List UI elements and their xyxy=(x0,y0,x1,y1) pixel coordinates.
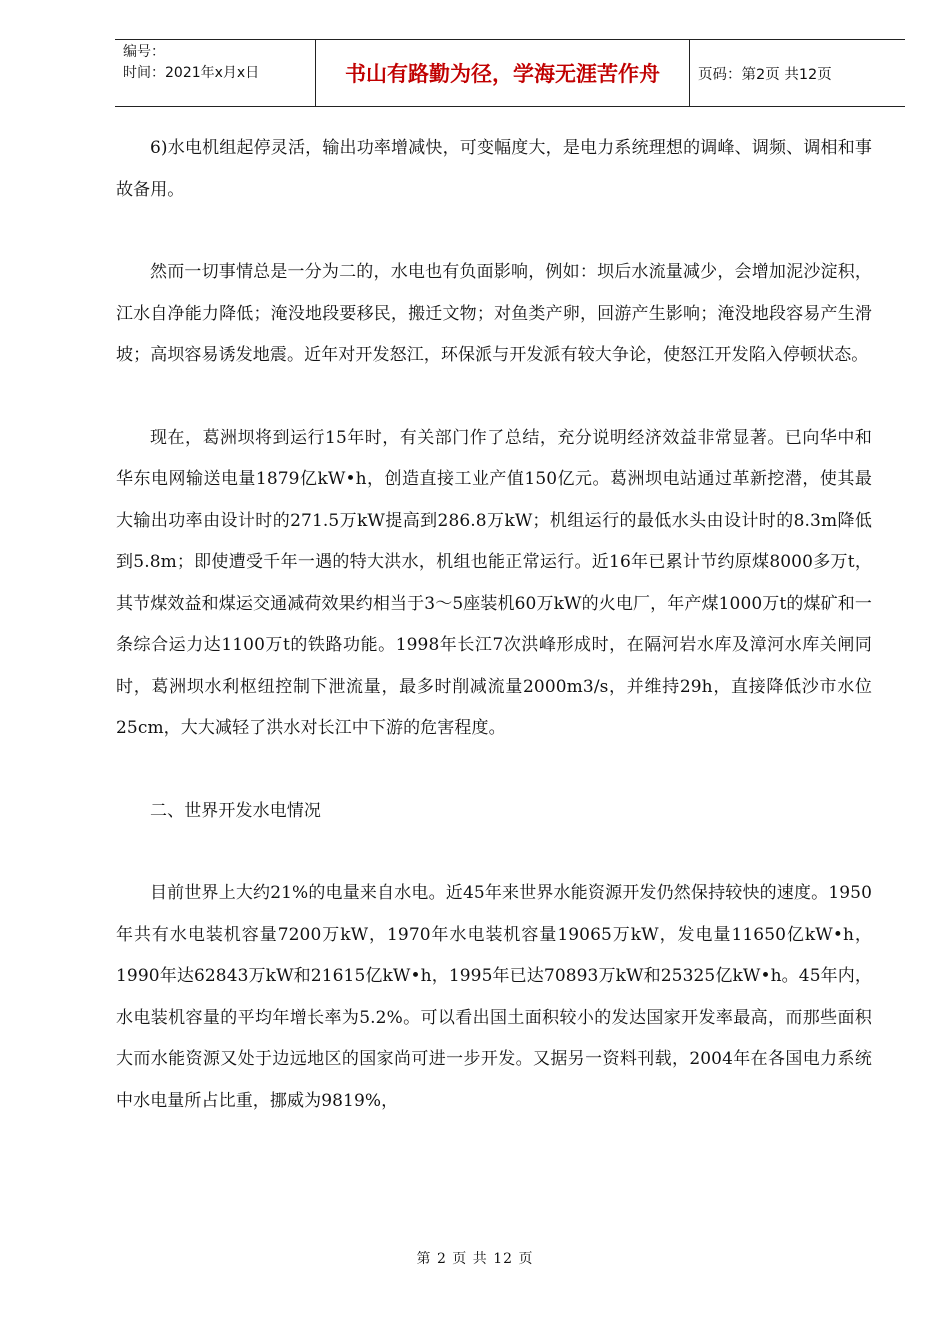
header-page-info: 页码：第2页 共12页 xyxy=(698,66,832,83)
document-body xyxy=(116,128,872,1122)
header-meta xyxy=(115,40,315,106)
paragraph-negative-impact: 然而一切事情总是一分为二的，水电也有负面影响，例如：坝后水流量减少，会增加泥沙淀积，江水自净能力降低；淹没地段要移民，搬迁文物；对鱼类产卵，回游产生影响；淹没地段容易产生滑坡；高坝容易诱发地震。近年对开发怒江，环保派与开发派有较大争论，使怒江开发陷入停顿状态。 xyxy=(116,262,872,365)
page-header xyxy=(115,39,905,107)
header-motto: 书山有路勤为径，学海无涯苦作舟 xyxy=(315,40,690,106)
document-number-label: 编号： xyxy=(123,44,165,60)
page-footer: 第 2 页 共 12 页 xyxy=(416,1251,534,1267)
section-heading: 二、世界开发水电情况 xyxy=(150,800,321,821)
paragraph-item-6: 6)水电机组起停灵活，输出功率增减快，可变幅度大，是电力系统理想的调峰、调频、调相和事故备用。 xyxy=(116,138,872,200)
paragraph-gezhouba-benefits: 现在，葛洲坝将到运行15年时，有关部门作了总结，充分说明经济效益非常显著。已向华中和华东电网输送电量1879亿kW•h，创造直接工业产值150亿元。葛洲坝电站通过革新挖潜，使其最大输出功率由设计时的271.5万kW提高到286.8万kW；机组运行的最低水头由设计时的8.3m降低到5.8m；即使遭受千年一遇的特大洪水，机组也能正常运行。近16年已累计节约原煤8000多万t，其节煤效益和煤运交通减荷效果约相当于3～5座装机60万kW的火电厂，年产煤1000万t的煤矿和一条综合运力达1100万t的铁路功能。1998年长江7次洪峰形成时，在隔河岩水库及漳河水库关闸同时，葛洲坝水利枢纽控制下泄流量，最多时削减流量2000m3/s，并维持29h，直接降低沙市水位25cm，大大减轻了洪水对长江中下游的危害程度。 xyxy=(116,427,872,738)
document-time: 时间：2021年x月x日 xyxy=(123,65,260,81)
paragraph-world-hydropower: 目前世界上大约21%的电量来自水电。近45年来世界水能资源开发仍然保持较快的速度。1950年共有水电装机容量7200万kW，1970年水电装机容量19065万kW，发电量11650亿kW•h，1990年达62843万kW和21615亿kW•h，1995年已达70893万kW和25325亿kW•h。45年内，水电装机容量的平均年增长率为5.2%。可以看出国土面积较小的发达国家开发率最高，而那些面积大而水能资源又处于边远地区的国家尚可进一步开发。又据另一资料刊载，2004年在各国电力系统中水电量所占比重，挪威为9819%， xyxy=(116,883,872,1111)
